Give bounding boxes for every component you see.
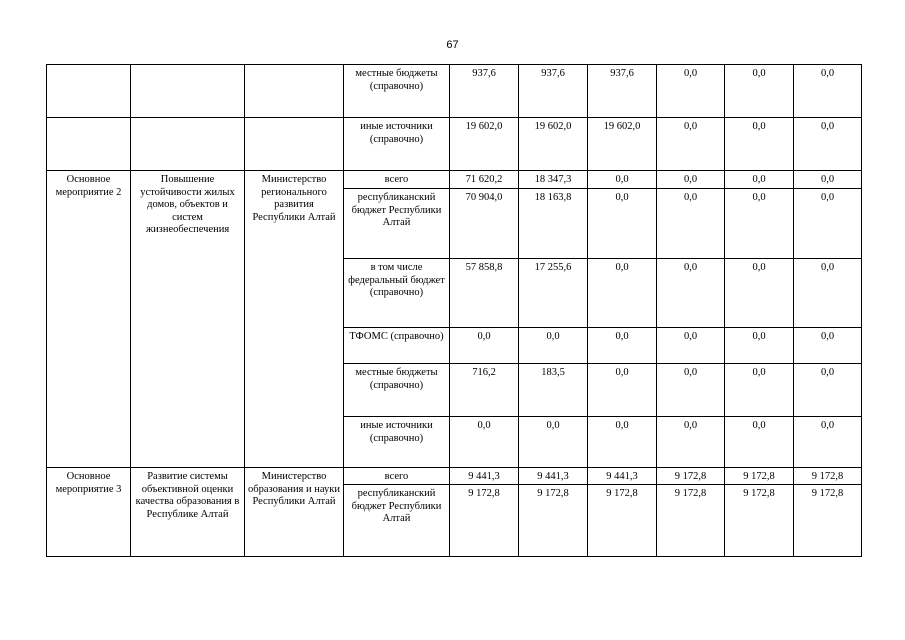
value-cell: 70 904,0: [450, 189, 519, 259]
event-cell: [47, 118, 131, 171]
value-cell: 9 441,3: [588, 468, 657, 485]
value-cell: 9 172,8: [519, 485, 588, 557]
value-cell: 18 163,8: [519, 189, 588, 259]
value-cell: 0,0: [725, 417, 794, 468]
value-cell: 19 602,0: [450, 118, 519, 171]
value-cell: 57 858,8: [450, 259, 519, 328]
value-cell: 9 172,8: [588, 485, 657, 557]
title-cell: Повышение устойчивости жилых домов, объектов и систем жизнеобеспечения: [131, 171, 245, 468]
event-cell: Основное мероприятие 2: [47, 171, 131, 468]
value-cell: 0,0: [725, 364, 794, 417]
value-cell: 19 602,0: [519, 118, 588, 171]
value-cell: 0,0: [794, 65, 862, 118]
value-cell: 0,0: [657, 328, 725, 364]
value-cell: 0,0: [450, 417, 519, 468]
value-cell: 9 441,3: [450, 468, 519, 485]
value-cell: 71 620,2: [450, 171, 519, 189]
value-cell: 19 602,0: [588, 118, 657, 171]
source-cell: всего: [344, 171, 450, 189]
value-cell: 17 255,6: [519, 259, 588, 328]
value-cell: 0,0: [725, 65, 794, 118]
title-cell: Развитие системы объективной оценки качества образования в Республике Алтай: [131, 468, 245, 557]
value-cell: 0,0: [725, 171, 794, 189]
source-cell: иные источники (справочно): [344, 118, 450, 171]
value-cell: 937,6: [588, 65, 657, 118]
value-cell: 0,0: [794, 171, 862, 189]
value-cell: 9 172,8: [794, 485, 862, 557]
budget-table: [46, 64, 862, 557]
value-cell: 0,0: [519, 417, 588, 468]
source-cell: всего: [344, 468, 450, 485]
value-cell: 0,0: [450, 328, 519, 364]
value-cell: 0,0: [794, 417, 862, 468]
event-cell: Основное мероприятие 3: [47, 468, 131, 557]
executor-cell: Министерство образования и науки Республики Алтай: [245, 468, 344, 557]
source-cell: республиканский бюджет Республики Алтай: [344, 485, 450, 557]
value-cell: 0,0: [657, 189, 725, 259]
title-cell: [131, 118, 245, 171]
value-cell: 9 172,8: [657, 485, 725, 557]
page-number: 67: [446, 39, 459, 51]
value-cell: 9 172,8: [725, 485, 794, 557]
value-cell: 0,0: [657, 364, 725, 417]
value-cell: 9 172,8: [450, 485, 519, 557]
source-cell: республиканский бюджет Республики Алтай: [344, 189, 450, 259]
value-cell: 0,0: [588, 259, 657, 328]
table-row: [47, 118, 862, 171]
value-cell: 0,0: [725, 259, 794, 328]
value-cell: 0,0: [794, 328, 862, 364]
value-cell: 0,0: [725, 118, 794, 171]
source-cell: в том числе федеральный бюджет (справочно): [344, 259, 450, 328]
event-cell: [47, 65, 131, 118]
value-cell: 0,0: [725, 189, 794, 259]
value-cell: 937,6: [519, 65, 588, 118]
value-cell: 0,0: [657, 259, 725, 328]
value-cell: 18 347,3: [519, 171, 588, 189]
table-row: [47, 171, 862, 189]
source-cell: местные бюджеты (справочно): [344, 65, 450, 118]
value-cell: 9 172,8: [657, 468, 725, 485]
value-cell: 0,0: [657, 417, 725, 468]
source-cell: иные источники (справочно): [344, 417, 450, 468]
value-cell: 716,2: [450, 364, 519, 417]
value-cell: 9 172,8: [725, 468, 794, 485]
value-cell: 0,0: [588, 189, 657, 259]
table-row: [47, 65, 862, 118]
value-cell: 0,0: [657, 65, 725, 118]
value-cell: 0,0: [588, 328, 657, 364]
value-cell: 0,0: [588, 364, 657, 417]
source-cell: ТФОМС (справочно): [344, 328, 450, 364]
value-cell: 0,0: [588, 171, 657, 189]
executor-cell: [245, 65, 344, 118]
value-cell: 0,0: [588, 417, 657, 468]
executor-cell: [245, 118, 344, 171]
value-cell: 0,0: [657, 171, 725, 189]
value-cell: 0,0: [519, 328, 588, 364]
value-cell: 0,0: [794, 189, 862, 259]
title-cell: [131, 65, 245, 118]
value-cell: 0,0: [794, 259, 862, 328]
value-cell: 9 441,3: [519, 468, 588, 485]
value-cell: 937,6: [450, 65, 519, 118]
value-cell: 9 172,8: [794, 468, 862, 485]
value-cell: 183,5: [519, 364, 588, 417]
value-cell: 0,0: [794, 364, 862, 417]
table-row: [47, 468, 862, 485]
value-cell: 0,0: [794, 118, 862, 171]
source-cell: местные бюджеты (справочно): [344, 364, 450, 417]
value-cell: 0,0: [657, 118, 725, 171]
value-cell: 0,0: [725, 328, 794, 364]
executor-cell: Министерство регионального развития Республики Алтай: [245, 171, 344, 468]
